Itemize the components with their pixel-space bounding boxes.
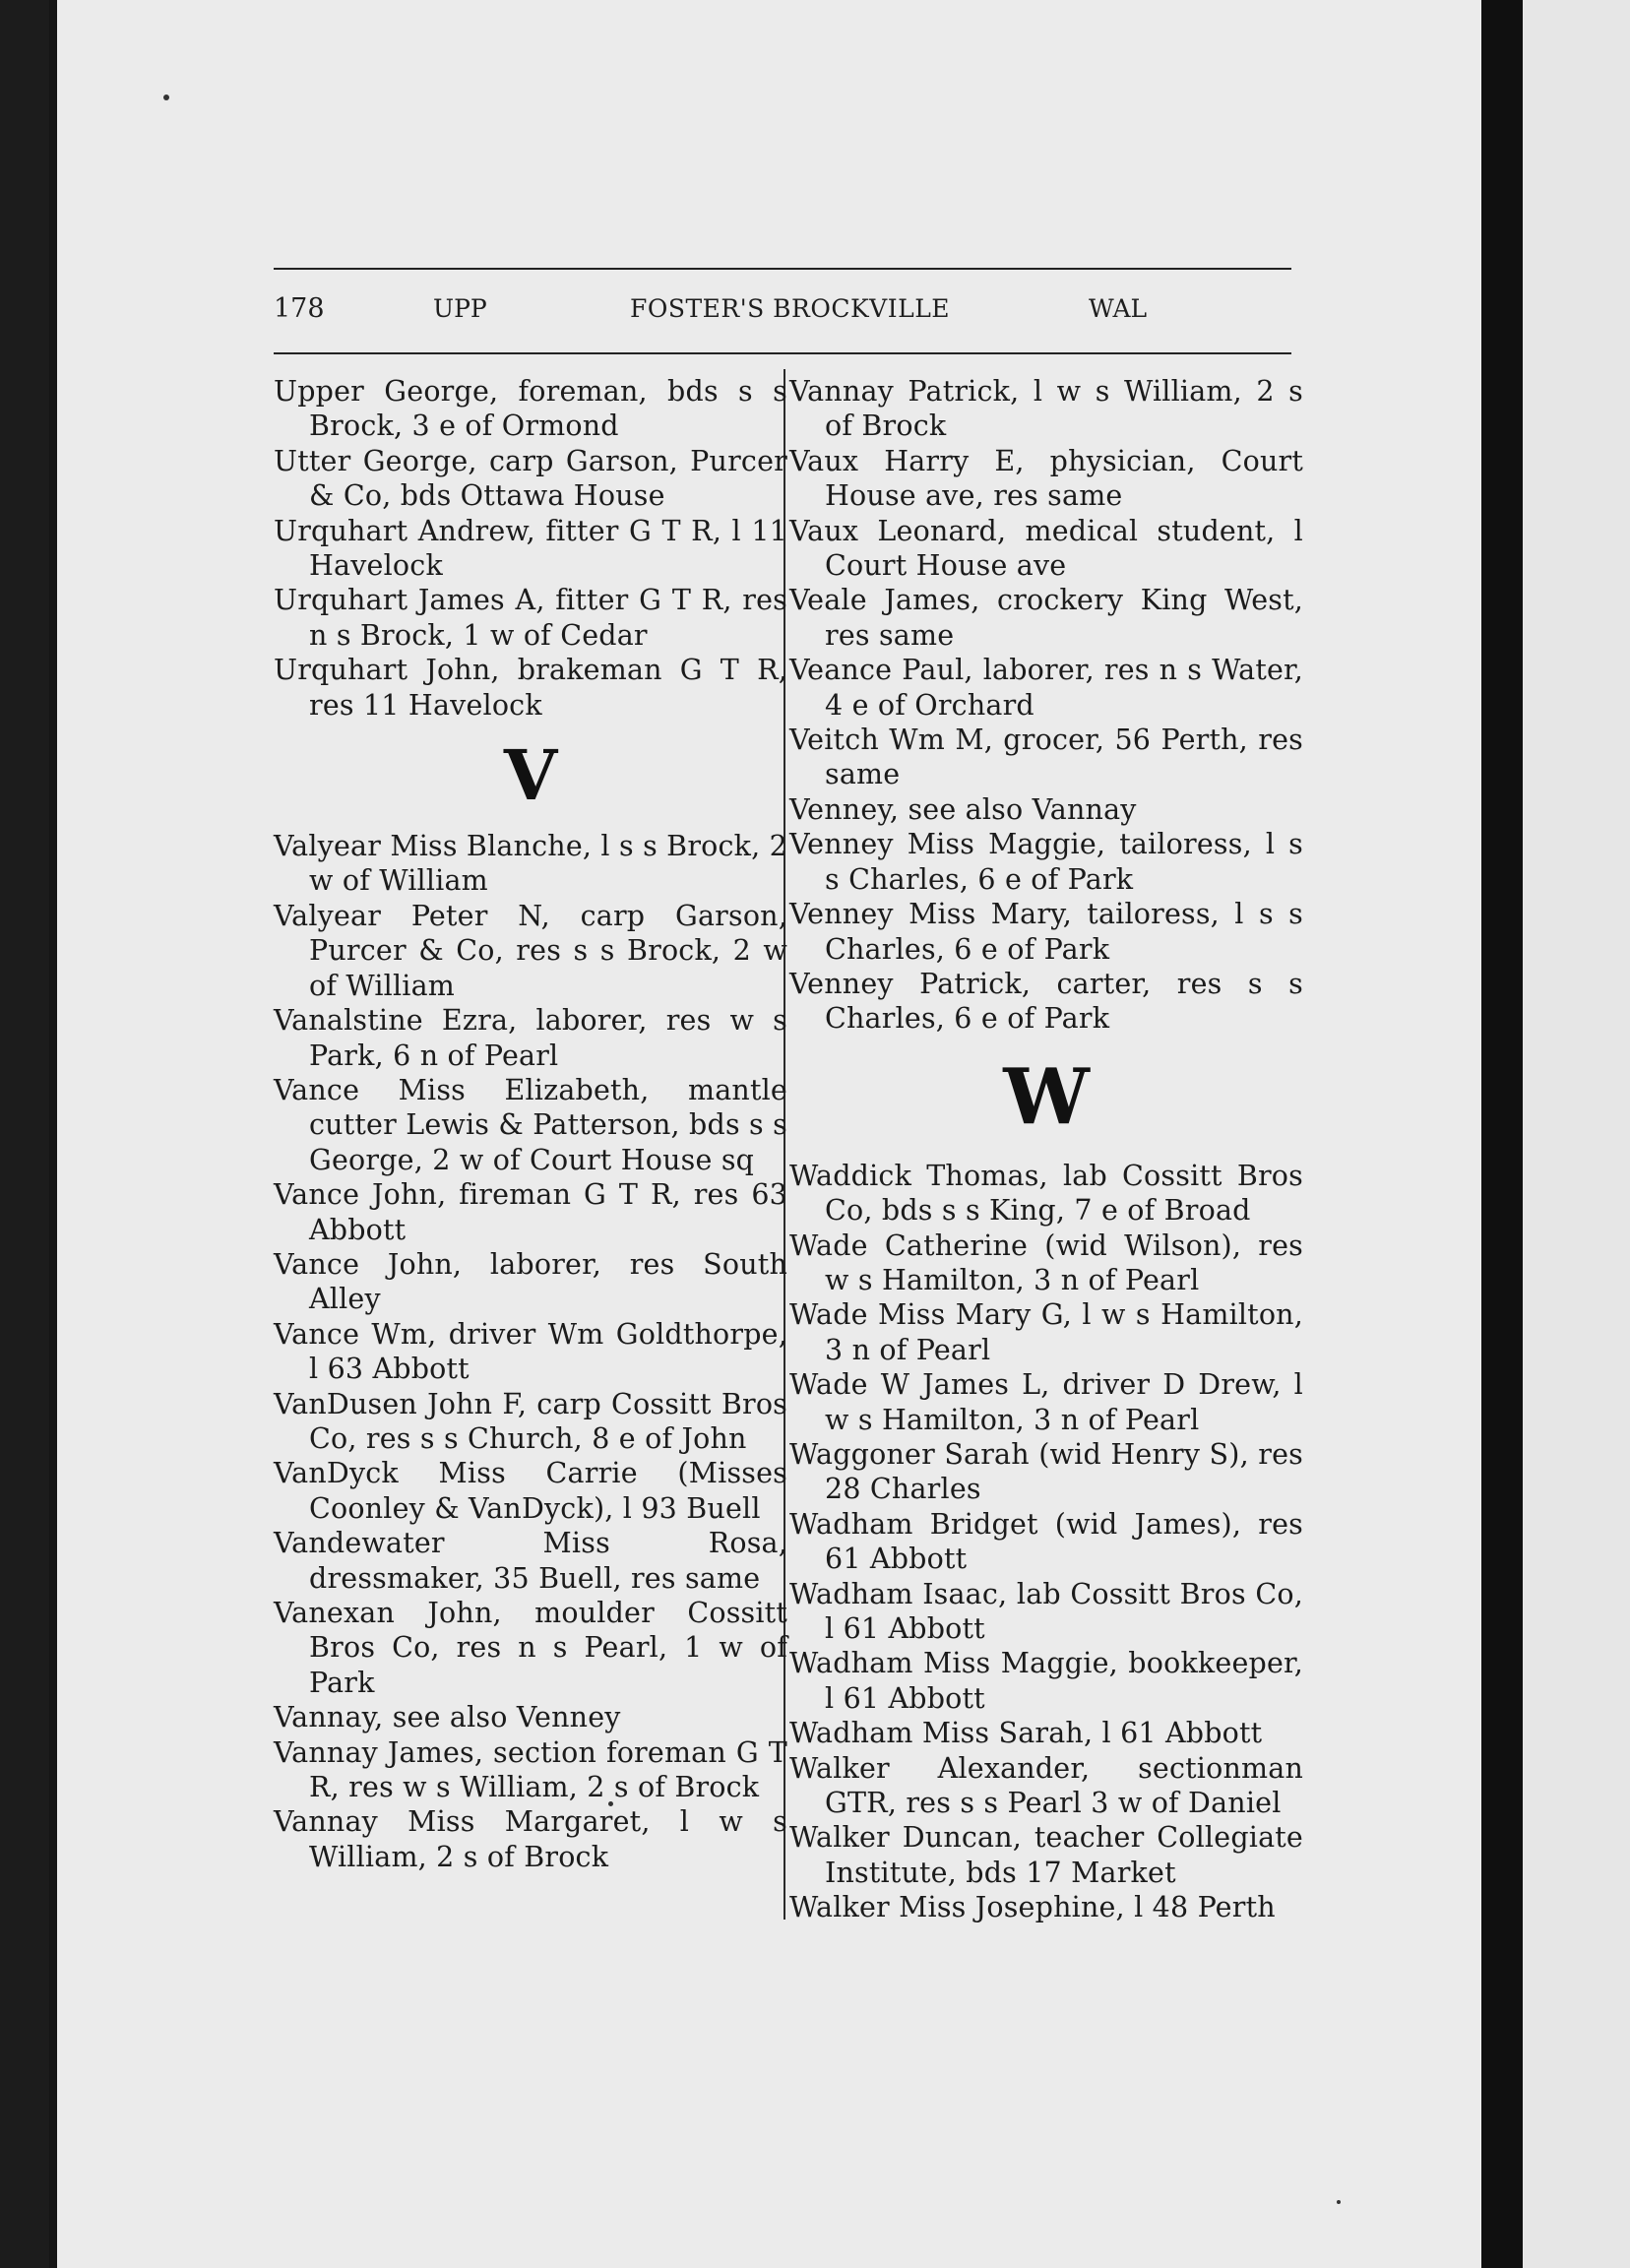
directory-entry: Waggoner Sarah (wid Henry S), res 28 Charles: [789, 1437, 1303, 1506]
directory-entry: Urquhart John, brakeman G T R, res 11 Havelock: [274, 654, 787, 722]
directory-entry: Upper George, foreman, bds s s Brock, 3 e of Ormond: [274, 375, 787, 443]
directory-entry: Vance John, laborer, res South Alley: [274, 1247, 787, 1316]
directory-entry: Veale James, crockery King West, res same: [789, 584, 1303, 652]
section-letter-v: V: [503, 734, 558, 817]
speck: [163, 94, 169, 100]
directory-entry: Vaux Harry E, physician, Court House ave, res same: [789, 444, 1303, 513]
directory-entry: Vance Wm, driver Wm Goldthorpe, l 63 Abbott: [274, 1317, 787, 1386]
directory-entry: Vanalstine Ezra, laborer, res w s Park, 6 n of Pearl: [274, 1004, 787, 1072]
header-bottom-rule: [274, 352, 1291, 354]
directory-entry: Wadham Miss Sarah, l 61 Abbott: [789, 1717, 1263, 1750]
left-guide-word: UPP: [433, 294, 487, 323]
section-letter-w: W: [1003, 1051, 1090, 1142]
directory-entry: Vannay James, section foreman G T R, res w s William, 2 s of Brock: [274, 1735, 787, 1804]
right-guide-word: WAL: [1089, 294, 1148, 323]
directory-entry: Walker Miss Josephine, l 48 Perth: [789, 1891, 1276, 1924]
directory-entry: Venney Miss Mary, tailoress, l s s Charles, 6 e of Park: [789, 898, 1303, 966]
directory-entry: Venney Miss Maggie, tailoress, l s s Charles, 6 e of Park: [789, 828, 1303, 896]
directory-entry: Walker Duncan, teacher Collegiate Institute, bds 17 Market: [789, 1821, 1303, 1889]
directory-entry: Vanexan John, moulder Cossitt Bros Co, res n s Pearl, 1 w of Park: [274, 1597, 787, 1699]
directory-entry: Valyear Peter N, carp Garson, Purcer & Co, res s s Brock, 2 w of William: [274, 899, 787, 1002]
directory-entry: Waddick Thomas, lab Cossitt Bros Co, bds s s King, 7 e of Broad: [789, 1159, 1303, 1228]
page-gutter: [1481, 0, 1523, 2268]
directory-entry: Valyear Miss Blanche, l s s Brock, 2 w of William: [274, 830, 787, 898]
header-top-rule: [274, 268, 1291, 270]
directory-entry: Wadham Isaac, lab Cossitt Bros Co, l 61 Abbott: [789, 1577, 1303, 1645]
running-title: FOSTER'S BROCKVILLE: [630, 294, 951, 323]
directory-entry: Vannay Patrick, l w s William, 2 s of Brock: [789, 375, 1303, 443]
directory-entry: Wadham Bridget (wid James), res 61 Abbott: [789, 1507, 1303, 1576]
directory-entry: Venney, see also Vannay: [789, 792, 1137, 826]
left-column: [274, 374, 787, 1874]
adjacent-page-edge: [1523, 0, 1630, 2268]
directory-entry: Venney Patrick, carter, res s s Charles, 6 e of Park: [789, 967, 1303, 1036]
speck: [1337, 2200, 1341, 2204]
directory-entry: Vance Miss Elizabeth, mantle cutter Lewis & Patterson, bds s s George, 2 w of Court House sq: [274, 1073, 787, 1176]
directory-entry: Wade Miss Mary G, l w s Hamilton, 3 n of Pearl: [789, 1298, 1303, 1366]
directory-entry: Urquhart Andrew, fitter G T R, l 11 Havelock: [274, 514, 787, 583]
directory-entry: Urquhart James A, fitter G T R, res n s Brock, 1 w of Cedar: [274, 584, 787, 652]
directory-entry: VanDyck Miss Carrie (Misses Coonley & VanDyck), l 93 Buell: [274, 1457, 787, 1525]
directory-entry: Wade Catherine (wid Wilson), res w s Hamilton, 3 n of Pearl: [789, 1228, 1303, 1296]
directory-entry: Walker Alexander, sectionman GTR, res s s Pearl 3 w of Daniel: [789, 1751, 1303, 1820]
directory-entry: VanDusen John F, carp Cossitt Bros Co, res s s Church, 8 e of John: [274, 1387, 787, 1455]
directory-entry: Vaux Leonard, medical student, l Court House ave: [789, 514, 1303, 583]
directory-entry: Vandewater Miss Rosa, dressmaker, 35 Buell, res same: [274, 1527, 787, 1595]
directory-entry: Veitch Wm M, grocer, 56 Perth, res same: [789, 724, 1303, 791]
right-column: [789, 374, 1303, 1925]
directory-entry: Veance Paul, laborer, res n s Water, 4 e of Orchard: [789, 654, 1303, 722]
directory-entry: Wadham Miss Maggie, bookkeeper, l 61 Abbott: [789, 1647, 1303, 1715]
page-number: 178: [274, 293, 325, 324]
directory-entry: Vannay, see also Venney: [274, 1701, 621, 1734]
directory-entry: Wade W James L, driver D Drew, l w s Hamilton, 3 n of Pearl: [789, 1368, 1303, 1436]
directory-entry: Vannay Miss Margaret, l w s William, 2 s of Brock: [274, 1805, 787, 1873]
directory-entry: Utter George, carp Garson, Purcer & Co, bds Ottawa House: [274, 444, 787, 513]
directory-entry: Vance John, fireman G T R, res 63 Abbott: [274, 1178, 787, 1246]
